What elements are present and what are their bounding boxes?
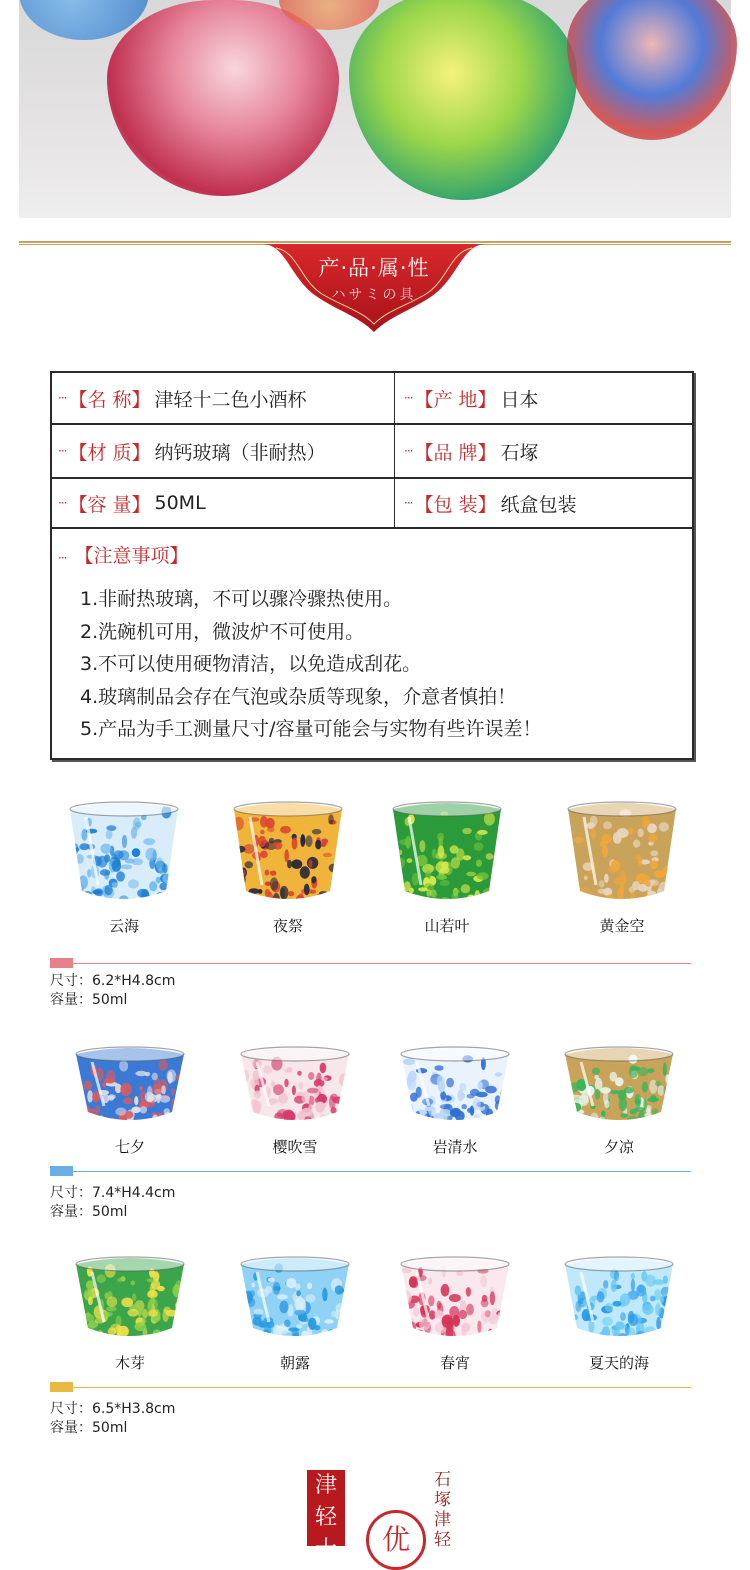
glass-image [562, 795, 682, 907]
package-cell [404, 479, 577, 527]
origin-value: 日本 [500, 388, 539, 411]
glass-image [70, 1250, 190, 1344]
product-name: 夕凉 [603, 1138, 634, 1156]
divider-tab [50, 958, 73, 968]
dots-marker: ··· [404, 496, 413, 510]
product-xiliang [549, 1040, 689, 1157]
glass-rim [565, 1047, 673, 1061]
product-yingchuixue [225, 1040, 365, 1157]
size-text: 尺寸：7.4*H4.4cm [50, 1185, 176, 1201]
hero-cup-multicolor [567, 0, 737, 140]
section-title: 产·品·属·性 [318, 256, 430, 280]
glass-rim [70, 802, 178, 816]
dots-marker: ··· [404, 391, 413, 405]
stamp-text: 津轻十 [314, 1473, 337, 1562]
brand-value: 石塚 [500, 441, 539, 464]
glass-rim [76, 1257, 184, 1271]
product-qixi [60, 1040, 200, 1157]
dots-marker: ··· [58, 444, 67, 458]
glass-image [395, 1250, 515, 1344]
divider-tab [50, 1382, 73, 1392]
package-label: 【包 装】 [414, 493, 497, 516]
product-name: 黄金空 [599, 917, 645, 935]
attribute-table [50, 371, 694, 760]
vertical-brand-text: 石塚津轻 [434, 1470, 451, 1550]
group-divider [50, 1387, 691, 1388]
product-name: 七夕 [114, 1138, 145, 1156]
section-subtitle: ハサミの具 [331, 287, 417, 303]
group-divider [50, 1171, 691, 1172]
origin-label: 【产 地】 [414, 388, 497, 411]
product-xiatiandehai [549, 1250, 689, 1373]
capacity-label: 【容 量】 [68, 493, 151, 516]
name-label: 【名 称】 [68, 388, 151, 411]
product-chaolu [225, 1250, 365, 1373]
hero-cup-pink [107, 0, 339, 196]
glass-image [387, 795, 507, 907]
glass-image [64, 795, 184, 907]
divider-tab [50, 1166, 73, 1176]
brand-label: 【品 牌】 [414, 441, 497, 464]
capacity-text: 容量：50ml [50, 992, 128, 1008]
notice-item: 5.产品为手工测量尺寸/容量可能会与实物有些许误差！ [80, 718, 542, 740]
product-name: 木芽 [114, 1354, 145, 1372]
glass-rim [401, 1257, 509, 1271]
group-divider [50, 963, 691, 964]
glass-rim [393, 802, 501, 816]
notice-heading [58, 541, 189, 568]
product-huangjinkong [552, 795, 692, 936]
glass-rim [568, 802, 676, 816]
glass-image [70, 1040, 190, 1128]
product-shanruoye [377, 795, 517, 936]
dots-marker: ··· [58, 551, 67, 565]
product-yeji [218, 795, 358, 936]
product-muya [60, 1250, 200, 1373]
capacity-text: 容量：50ml [50, 1420, 128, 1436]
spec-block [50, 1184, 175, 1222]
size-text: 尺寸：6.5*H3.8cm [50, 1401, 176, 1417]
capacity-value: 50ML [154, 492, 206, 514]
notice-item: 3.不可以使用硬物清洁，以免造成刮花。 [80, 653, 422, 675]
notice-item: 4.玻璃制品会存在气泡或杂质等现象，介意者慎拍！ [80, 685, 517, 708]
product-name: 春宵 [439, 1354, 470, 1372]
glass-rim [241, 1257, 349, 1271]
glass-rim [76, 1047, 184, 1061]
spec-block [50, 972, 175, 1010]
table-row [52, 425, 692, 479]
size-text: 尺寸：6.2*H4.8cm [50, 973, 176, 989]
material-cell [58, 425, 326, 477]
dots-marker: ··· [58, 391, 67, 405]
name-value: 津轻十二色小酒杯 [154, 388, 307, 411]
notice-list [80, 583, 542, 746]
glass-rim [234, 802, 342, 816]
table-row [52, 373, 692, 425]
origin-cell [404, 373, 539, 423]
material-value: 纳钙玻璃（非耐热） [154, 441, 326, 464]
table-row [52, 479, 692, 529]
glass-image [235, 1040, 355, 1128]
product-name: 朝露 [279, 1354, 310, 1372]
name-cell [58, 373, 307, 423]
dots-marker: ··· [58, 496, 67, 510]
capacity-cell [58, 479, 206, 527]
brand-red-stamp [307, 1470, 345, 1562]
notice-item: 2.洗碗机可用，微波炉不可使用。 [80, 620, 365, 643]
glass-image [559, 1040, 679, 1128]
product-name: 夜祭 [272, 917, 303, 935]
hero-product-photo [19, 0, 731, 218]
hero-cup-green [349, 0, 577, 200]
glass-image [559, 1250, 679, 1344]
product-yunhai [54, 795, 194, 936]
glass-rim [401, 1047, 509, 1061]
notice-item: 1.非耐热玻璃，不可以骤冷骤热使用。 [80, 588, 403, 610]
material-label: 【材 质】 [68, 441, 151, 464]
glass-image [235, 1250, 355, 1344]
product-yanqingshui [385, 1040, 525, 1157]
quality-seal: 优 [366, 1510, 426, 1570]
product-name: 云海 [108, 917, 139, 935]
spec-block [50, 1400, 175, 1438]
product-name: 夏天的海 [588, 1354, 649, 1372]
product-name: 樱吹雪 [272, 1138, 318, 1156]
capacity-text: 容量：50ml [50, 1204, 128, 1220]
brand-cell [404, 425, 539, 477]
notice-label: 【注意事项】 [74, 545, 189, 567]
dots-marker: ··· [404, 444, 413, 458]
package-value: 纸盒包装 [500, 493, 577, 516]
glass-image [228, 795, 348, 907]
glass-rim [565, 1257, 673, 1271]
product-chunxiao [385, 1250, 525, 1373]
product-name: 山若叶 [424, 917, 470, 935]
glass-rim [241, 1047, 349, 1061]
product-name: 岩清水 [432, 1138, 478, 1156]
glass-image [395, 1040, 515, 1128]
